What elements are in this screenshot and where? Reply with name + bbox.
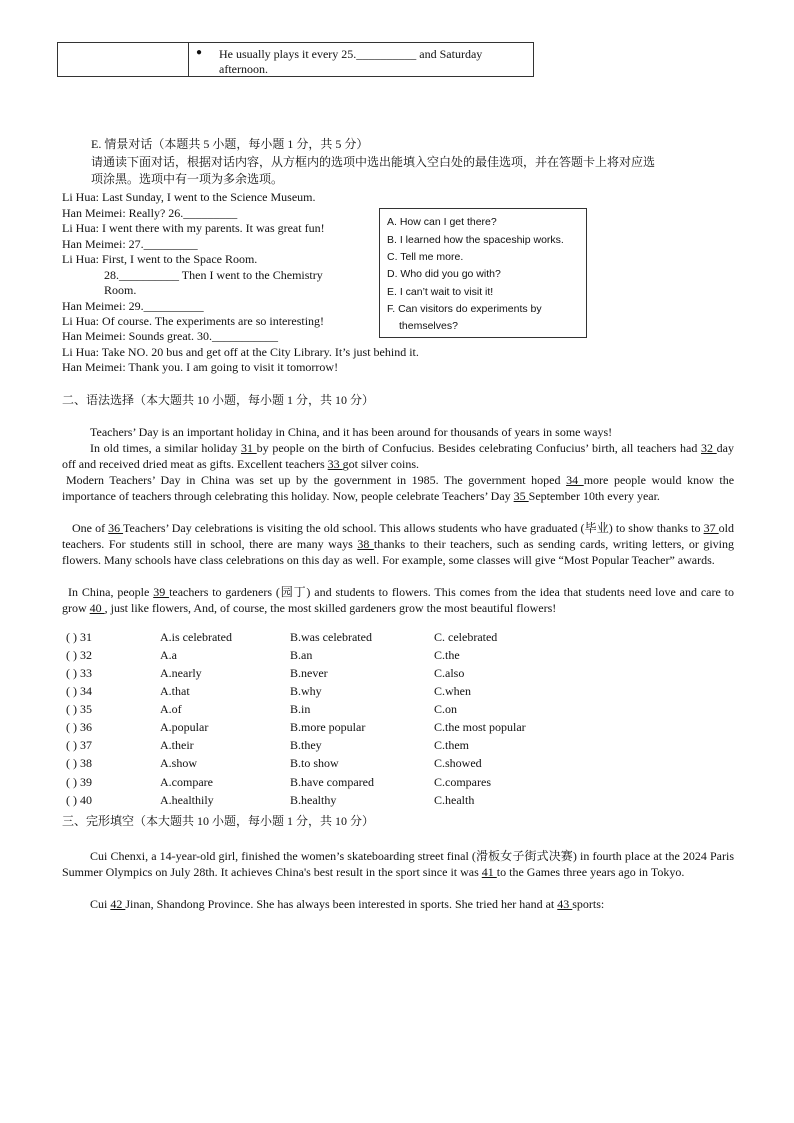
bullet-icon: ● (196, 47, 203, 58)
option-a: A. How can I get there? (387, 216, 497, 228)
dialog-line: Han Meimei: 29.__________ (62, 299, 204, 313)
dialog-line: Room. (104, 283, 137, 297)
dialog-line: Han Meimei: Thank you. I am going to visit it tomorrow! (62, 360, 339, 374)
dialog-line: Li Hua: Last Sunday, I went to the Science Museum. (62, 190, 316, 204)
blank-34: 34 (566, 473, 584, 487)
grammar-paragraph-1: Teachers’ Day is an important holiday in China, and it has been around for thousands of years in some ways! (90, 425, 613, 439)
option-f: F. Can visitors do experiments by (387, 303, 542, 315)
top-table-line2: afternoon. (219, 62, 268, 76)
dialog-line: Li Hua: I went there with my parents. It was great fun! (62, 221, 325, 235)
dialog-line: Li Hua: Take NO. 20 bus and get off at the City Library. It’s just behind it. (62, 345, 419, 359)
option-c: C. Tell me more. (387, 251, 464, 263)
section-e-instr2: 项涂黑。选项中有一项为多余选项。 (91, 172, 284, 186)
option-b: B. I learned how the spaceship works. (387, 234, 564, 246)
option-d: D. Who did you go with? (387, 268, 501, 280)
blank-38: 38 (357, 537, 374, 551)
grammar-paragraph-5: In China, people 39 teachers to gardeners (园丁) and students to flowers. This comes from the idea that students need love and care to grow 40 , just like flowers, And, of course, the most skilled gardeners grow the most beautiful flowers! (62, 585, 735, 615)
top-table-left-cell (58, 43, 189, 77)
blank-33: 33 (327, 457, 343, 471)
blank-36: 36 (108, 521, 124, 535)
blank-42: 42 (110, 897, 126, 911)
grammar-paragraph-4: One of 36 Teachers’ Day celebrations is visiting the old school. This allows students who have graduated (毕业) to show thanks to 37 old teachers. For students still in school, there are many ways 38 thanks to their teachers, such as sending cards, writing letters, or giving flowers. Many schools have class celebrations on this day as well. For example, some classes will give “Most Popular Teacher” awards. (62, 521, 735, 567)
cloze-paragraph-2: Cui 42 Jinan, Shandong Province. She has always been interested in sports. She tried her hand at 43 sports: (90, 897, 605, 911)
top-table-line1: He usually plays it every 25.__________ and Saturday (219, 47, 483, 61)
grammar-paragraph-2: In old times, a similar holiday 31 by people on the birth of Confucius. Besides celebrating Confucius’ birth, all teachers had 32 day off and received dried meat as gifts. Excellent teachers 33 got silver coins. (62, 441, 734, 471)
blank-31: 31 (240, 441, 257, 455)
dialog-line: Li Hua: Of course. The experiments are so interesting! (62, 314, 325, 328)
dialog-line: 28.__________ Then I went to the Chemistry (104, 268, 323, 282)
top-table-right-cell (189, 43, 534, 77)
cloze-paragraph-1: Cui Chenxi, a 14-year-old girl, finished the women’s skateboarding street final (滑板女子街式决赛) in fourth place at the 2024 Paris Summer Olympics on July 28th. It achieves China's best result in the sport since it was 41 to the Games three years ago in Tokyo. (62, 849, 734, 879)
option-e: E. I can’t wait to visit it! (387, 286, 494, 298)
blank-37: 37 (703, 521, 719, 535)
grammar-paragraph-3: Modern Teachers’ Day in China was set up by the government in 1985. The government hoped 34 more people would know the importance of teachers through celebrating this holiday. Now, people celebrate Teachers’ Day 35 September 10th every year. (62, 473, 735, 503)
option-f-cont: themselves? (399, 320, 458, 332)
dialog-line: Li Hua: First, I went to the Space Room. (62, 252, 258, 266)
section-3-title: 三、完形填空（本大题共 10 小题，每小题 1 分，共 10 分） (62, 814, 375, 828)
options-box (379, 208, 587, 338)
section-e-instr1: 请通读下面对话，根据对话内容，从方框内的选项中选出能填入空白处的最佳选项，并在答题卡上将对应选 (91, 155, 656, 169)
dialog-line: Han Meimei: Sounds great. 30.___________ (62, 329, 278, 343)
blank-43: 43 (557, 897, 573, 911)
blank-35: 35 (513, 489, 529, 503)
blank-40: 40 (89, 601, 105, 615)
blank-39: 39 (153, 585, 170, 599)
blank-32: 32 (701, 441, 717, 455)
dialog-line: Han Meimei: Really? 26._________ (62, 206, 238, 220)
dialog-line: Han Meimei: 27._________ (62, 237, 198, 251)
top-table (57, 42, 534, 77)
blank-41: 41 (481, 865, 497, 879)
section-e-title: E. 情景对话（本题共 5 小题，每小题 1 分，共 5 分） (91, 137, 369, 151)
section-2-title: 二、语法选择（本大题共 10 小题，每小题 1 分，共 10 分） (62, 393, 375, 407)
